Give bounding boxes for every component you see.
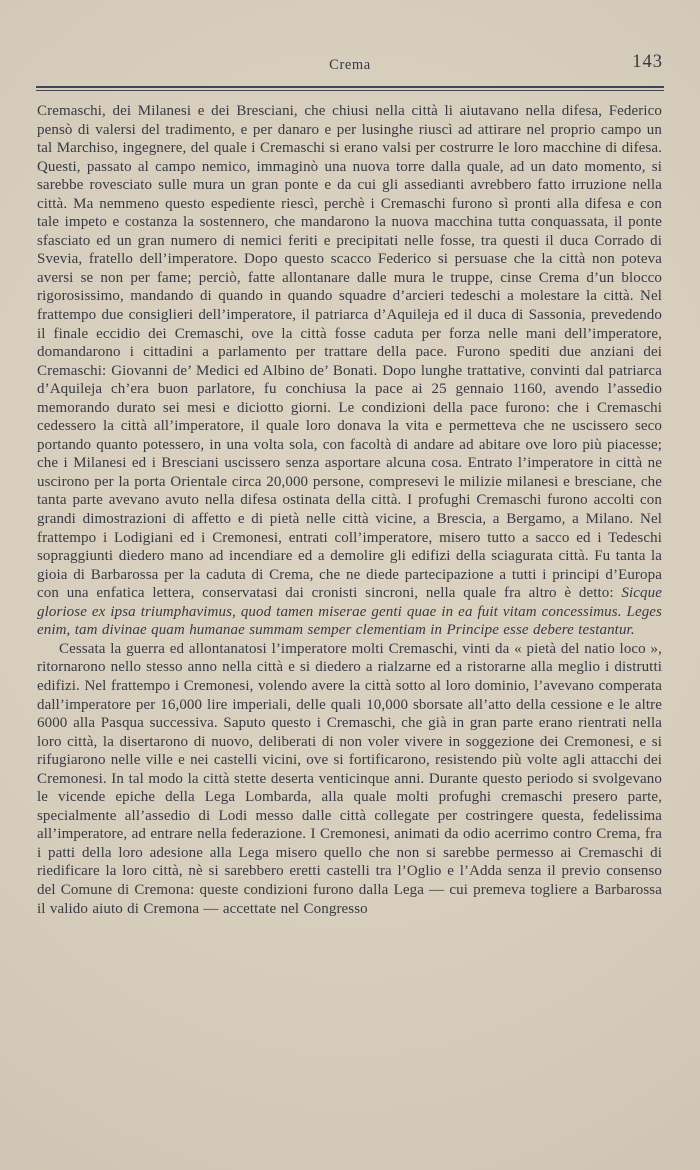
latin-quote: Sicque gloriose ex ipsa triumphavimus, quod tamen miserae genti quae in ea fuit vitam concessimus. Leges enim, tam divinae quam humanae summam semper clementiam in Principe esse debere testantur. <box>37 585 662 639</box>
paragraph-1 <box>37 102 662 640</box>
page-body <box>37 102 662 918</box>
header-rule <box>36 86 664 91</box>
running-title: Crema <box>329 57 371 73</box>
paragraph-1-text: Cremaschi, dei Milanesi e dei Bresciani, che chiusi nella città li aiutavano nella difesa, Federico pensò di valersi del tradimento, e per danaro e per lusinghe riuscì ad attirare nel proprio campo un tal Marchiso, ingegnere, del quale i Cremaschi si erano valsi per costrurre le loro macchine di difesa. Questi, passato al campo nemico, immaginò una nuova torre dalla quale, ad un dato momento, si sarebbe rovesciato sulle mura un gran ponte e da cui gli assedianti avrebbero fatto irruzione nella città. Ma nemmeno questo espediente riescì, perchè i Cremaschi furono sì pronti alla difesa e con tale impeto e costanza la sostennero, che mandarono la nuova macchina tutta conquassata, il ponte sfasciato ed un gran numero di nemici feriti e precipitati nelle fosse, tra questi il duca Corrado di Svevia, fratello dell’imperatore. Dopo questo scacco Federico si persuase che la città non poteva aversi se non per fame; perciò, fatte allontanare dalle mura le truppe, cinse Crema d’un blocco rigorosissimo, mandando di quando in quando squadre d’arcieri tedeschi a molestare la città. Nel frattempo due consiglieri dell’imperatore, il patriarca d’Aquileja ed il duca di Sassonia, prevedendo il finale eccidio dei Cremaschi, ove la città fosse caduta per forza nelle mani dell’imperatore, domandarono i cittadini a parlamento per trattare della pace. Furono spediti due anziani dei Cremaschi: Giovanni de’ Medici ed Albino de’ Bonati. Dopo lunghe trattative, convinti dal patriarca d’Aquileja ch’era buon parlatore, fu conchiusa la pace ai 25 gennaio 1160, avendo l’assedio memorando durato sei mesi e diciotto giorni. Le condizioni della pace furono: che i Cremaschi cedessero la città all’imperatore, il quale loro donava la vita e permetteva che ne uscissero seco portando quanto potessero, in una volta sola, con facoltà di andare ad abitare ove loro più piacesse; che i Milanesi ed i Bresciani uscissero senza asportare alcuna cosa. Entrato l’imperatore in città ne uscirono per la porta Orientale circa 20,000 persone, compresevi le milizie milanesi e bresciane, che tanta parte avevano avuto nella difesa ostinata della città. I profughi Cremaschi furono accolti con grandi dimostrazioni di affetto e di pietà nelle città vicine, a Brescia, a Bergamo, a Milano. Nel frattempo i Lodigiani ed i Cremonesi, entrati coll’imperatore, misero tutto a sacco ed i Tedeschi sopraggiunti diedero mano ad incendiare ed a demolire gli edifizi della sciagurata città. Fu tanta la gioia di Barbarossa per la caduta di Crema, che ne diede partecipazione a tutti i principi d’Europa con una enfatica lettera, conservatasi dai cronisti sincroni, nella quale fra altro è detto: <box>37 103 662 602</box>
paragraph-2-text: Cessata la guerra ed allontanatosi l’imperatore molti Cremaschi, vinti da « pietà del natio loco », ritornarono nello stesso anno nella città e si diedero a rialzarne ed a ristorarne alla meglio i distrutti edifizi. Nel frattempo i Cremonesi, volendo avere la città sotto al loro dominio, l’avevano comperata dall’imperatore per 16,000 lire imperiali, delle quali 10,000 sborsate all’atto della cessione e le altre 6000 alla Pasqua successiva. Saputo questo i Cremaschi, che già in gran parte erano rientrati nella loro città, la disertarono di nuovo, deliberati di non voler vivere in soggezione dei Cremonesi, e si rifugiarono nelle ville e nei castelli vicini, ove si fortificarono, resistendo più volte agli attacchi dei Cremonesi. In tal modo la città stette deserta venticinque anni. Durante questo periodo si svolgevano le vicende epiche della Lega Lombarda, alla quale molti profughi cremaschi presero parte, specialmente all’assedio di Lodi messo dalle città collegate per costringere questa, fedelissima all’imperatore, ad entrare nella federazione. I Cremonesi, animati da odio acerrimo contro Crema, fra i patti della loro adesione alla Lega misero quello che non si sarebbe permesso ai Cremaschi di riedificare la loro città, nè si sarebbero eretti castelli tra l’Oglio e l’Adda senza il previo consenso del Comune di Cremona: queste condizioni furono dalla Lega — cui premeva togliere a Barbarossa il valido aiuto di Cremona — accettate nel Congresso <box>37 640 662 917</box>
page-number: 143 <box>632 52 663 72</box>
page-header <box>37 54 663 78</box>
paragraph-2 <box>37 640 662 918</box>
